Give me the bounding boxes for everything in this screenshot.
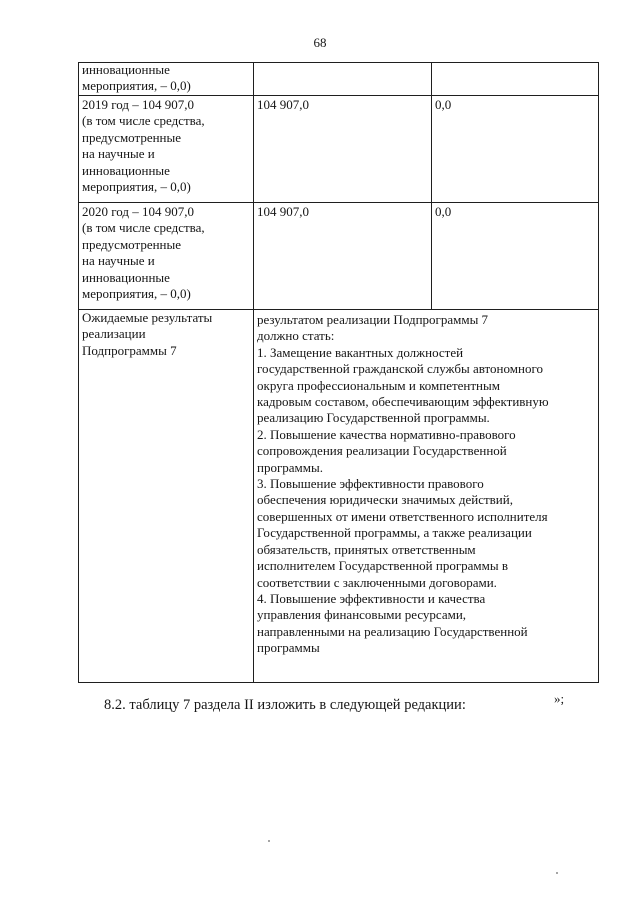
expected-results-label-cell: [79, 310, 254, 683]
text-line: мероприятия, – 0,0): [82, 179, 191, 195]
text-line: программы.: [257, 459, 323, 475]
line-list: [257, 312, 595, 657]
text-line: предусмотренные: [82, 129, 182, 145]
closing-quote: »;: [554, 691, 565, 706]
text-line: на научные и: [82, 146, 155, 162]
expected-results-text-cell: [254, 310, 599, 683]
text-line: инновационные: [82, 269, 170, 285]
text-line: 2020 год – 104 907,0: [82, 204, 194, 219]
text-line: программы: [257, 640, 320, 656]
text-line: исполнителем Государственной программы в: [257, 558, 508, 574]
amount-extra-cell: [432, 63, 599, 96]
text-line: соответствии с заключенными договорами.: [257, 574, 497, 590]
text-line: обязательств, принятых ответственным: [257, 541, 476, 557]
line-list: [82, 204, 250, 302]
scan-speck: [556, 872, 558, 874]
table-row-continuation: [79, 63, 599, 96]
text-line: мероприятия, – 0,0): [82, 286, 191, 302]
line-list: [82, 310, 250, 359]
funding-period-cell: [79, 203, 254, 310]
text-line: обеспечения юридически значимых действий,: [257, 492, 513, 508]
text-line: (в том числе средства,: [82, 220, 205, 236]
page-number: 68: [313, 35, 327, 50]
amount-extra-cell: [432, 96, 599, 203]
amount-extra-cell: [432, 203, 599, 310]
text-line: Государственной программы, а также реализации: [257, 525, 532, 541]
table-row-2020: [79, 203, 599, 310]
text-line: предусмотренные: [82, 236, 182, 252]
text-line: результатом реализации Подпрограммы 7: [257, 312, 489, 327]
text-line: 4. Повышение эффективности и качества: [257, 590, 486, 606]
text-line: кадровым составом, обеспечивающим эффективную: [257, 394, 549, 410]
text-line: на научные и: [82, 253, 155, 269]
amount-extra-value: 0,0: [435, 97, 452, 112]
amount-total-value: 104 907,0: [257, 97, 309, 112]
text-line: совершенных от имени ответственного исполнителя: [257, 508, 548, 524]
text-line: инновационные: [82, 62, 170, 77]
text-line: 1. Замещение вакантных должностей: [257, 344, 464, 360]
text-line: реализацию Государственной программы.: [257, 410, 490, 426]
text-line: управления финансовыми ресурсами,: [257, 607, 467, 623]
scan-speck: [268, 840, 270, 842]
amount-extra-value: 0,0: [435, 204, 452, 219]
text-line: должно стать:: [257, 328, 335, 344]
line-list: [82, 97, 250, 195]
text-line: направленными на реализацию Государственной: [257, 623, 528, 639]
text-line: инновационные: [82, 162, 170, 178]
text-line: мероприятия, – 0,0): [82, 78, 191, 94]
text-line: Подпрограммы 7: [82, 342, 177, 358]
text-line: 2019 год – 104 907,0: [82, 97, 194, 112]
text-line: реализации: [82, 326, 146, 342]
text-line: сопровождения реализации Государственной: [257, 443, 507, 459]
funding-period-cell: [79, 96, 254, 203]
program-table: [78, 62, 599, 683]
instruction-paragraph: 8.2. таблицу 7 раздела II изложить в следующей редакции:: [104, 697, 466, 713]
text-line: 3. Повышение эффективности правового: [257, 476, 484, 492]
text-line: (в том числе средства,: [82, 113, 205, 129]
funding-period-cell: [79, 63, 254, 96]
text-line: 2. Повышение качества нормативно-правового: [257, 426, 516, 442]
table-row-2019: [79, 96, 599, 203]
amount-total-cell: [254, 203, 432, 310]
table-row-expected-results: [79, 310, 599, 683]
amount-total-cell: [254, 63, 432, 96]
text-line: государственной гражданской службы автономного: [257, 361, 543, 377]
amount-total-value: 104 907,0: [257, 204, 309, 219]
line-list: [82, 62, 250, 95]
text-line: округа профессиональным и компетентным: [257, 377, 500, 393]
amount-total-cell: [254, 96, 432, 203]
text-line: Ожидаемые результаты: [82, 310, 213, 325]
